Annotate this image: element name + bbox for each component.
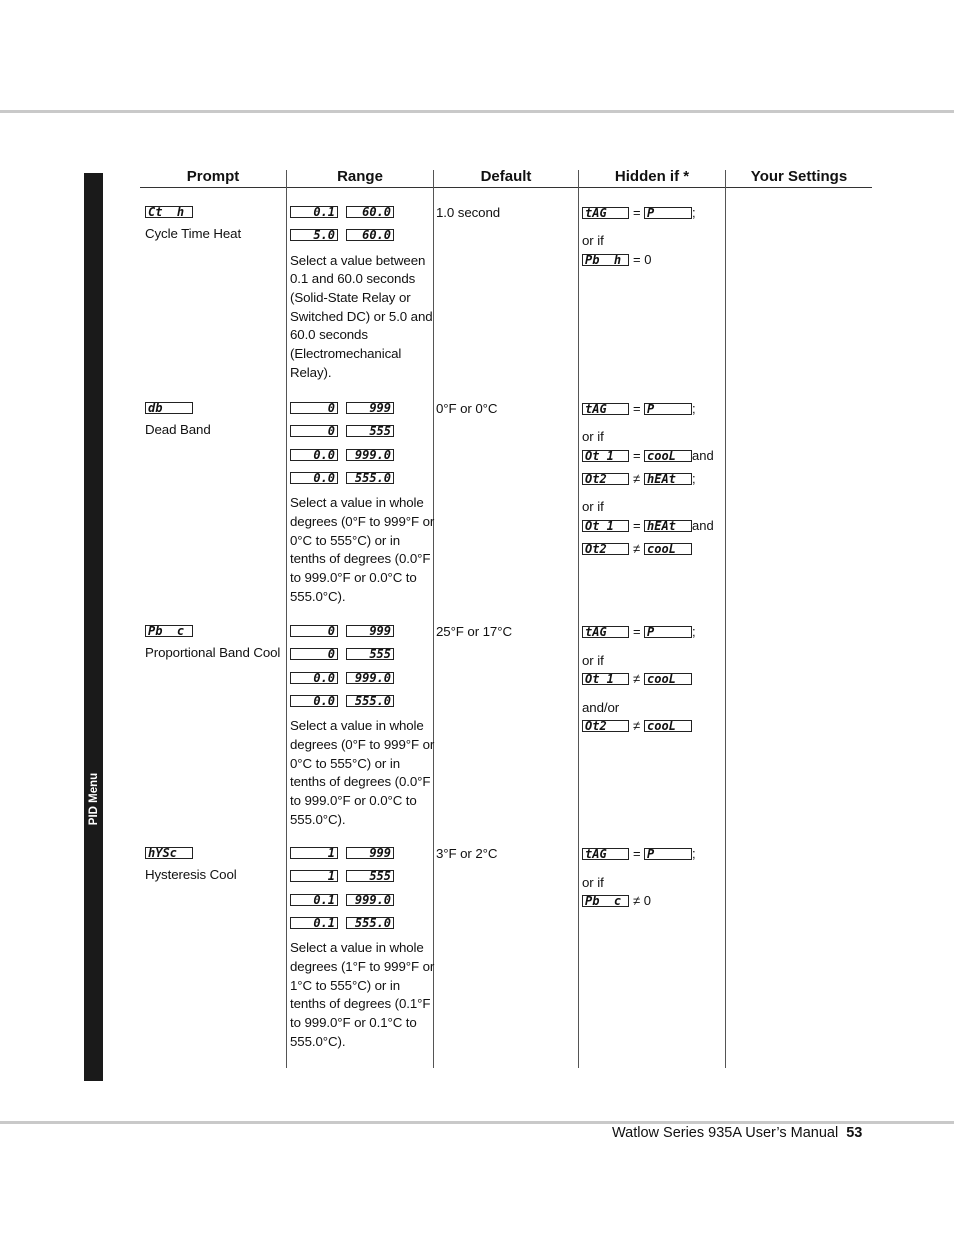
hidden-value-display: cooL (644, 673, 692, 685)
hidden-operator: = 0 (633, 251, 652, 267)
hidden-param-display: Pb h (582, 254, 629, 266)
hidden-suffix: ; (692, 846, 696, 861)
hidden-param-display: tAG (582, 403, 629, 415)
range-description: to 999.0°F or 0.1°C to (290, 1015, 417, 1030)
range-description: degrees (1°F to 999°F or (290, 958, 435, 974)
hidden-suffix: and (692, 517, 714, 533)
hidden-param-display: Ot2 (582, 720, 629, 732)
range-max-display: 555 (346, 425, 394, 437)
range-description: 555.0°C). (290, 588, 346, 604)
range-min-display: 0 (290, 648, 338, 660)
range-description: Select a value in whole (290, 495, 424, 511)
range-max-display: 999.0 (346, 672, 394, 684)
hidden-operator: = (633, 846, 641, 861)
column-divider (286, 170, 287, 1068)
hidden-suffix: ; (692, 401, 696, 416)
hidden-param-display: Ot 1 (582, 673, 629, 685)
prompt-display: Pb c (145, 625, 193, 637)
hidden-connector: or if (582, 233, 604, 249)
hidden-value-display: cooL (644, 543, 692, 555)
range-max-display: 555.0 (346, 472, 394, 484)
hidden-param-display: tAG (582, 626, 629, 638)
hidden-param-display: Ot 1 (582, 450, 629, 462)
column-divider (578, 170, 579, 1068)
hidden-operator: ≠ (633, 718, 641, 733)
column-divider (433, 170, 434, 1068)
column-divider (725, 170, 726, 1068)
range-description: Relay). (290, 364, 332, 380)
hidden-operator: = (633, 624, 641, 639)
hidden-connector: and/or (582, 699, 620, 715)
hidden-operator: ≠ 0 (633, 893, 651, 908)
hidden-param-display: tAG (582, 848, 629, 860)
range-max-display: 999 (346, 402, 394, 414)
range-min-display: 1 (290, 870, 338, 882)
range-description: tenths of degrees (0.0°F (290, 774, 431, 790)
range-description: (Solid-State Relay or (290, 290, 411, 305)
hidden-value-display: hEAt (644, 473, 692, 485)
manual-title: Watlow Series 935A User’s Manual (612, 1125, 839, 1141)
hidden-value-display: cooL (644, 450, 692, 462)
prompt-display: hYSc (145, 847, 193, 859)
range-min-display: 5.0 (290, 229, 338, 241)
range-max-display: 555.0 (346, 917, 394, 929)
hidden-suffix: ; (692, 205, 696, 220)
prompt-name: Proportional Band Cool (145, 645, 281, 660)
range-description: Select a value between (290, 252, 426, 268)
hidden-value-display: P (644, 207, 692, 219)
range-min-display: 0 (290, 402, 338, 414)
range-min-display: 0 (290, 425, 338, 437)
range-description: Select a value in whole (290, 940, 424, 956)
range-max-display: 999.0 (346, 894, 394, 906)
default-value: 1.0 second (436, 205, 501, 220)
range-description: 1°C to 555°C) or in (290, 977, 400, 993)
range-description: 555.0°C). (290, 811, 346, 827)
hidden-operator: = (633, 401, 641, 416)
bottom-rule (0, 1121, 954, 1124)
hidden-param-display: Ot 1 (582, 520, 629, 532)
range-description: degrees (0°F to 999°F or (290, 736, 435, 752)
range-description: 0.1 and 60.0 seconds (290, 271, 416, 287)
range-max-display: 60.0 (346, 229, 394, 241)
range-min-display: 0.0 (290, 672, 338, 684)
range-max-display: 999 (346, 625, 394, 637)
hidden-param-display: Ot2 (582, 473, 629, 485)
hidden-suffix: ; (692, 624, 696, 639)
column-header-default: Default (480, 168, 532, 185)
hidden-operator: ≠ (633, 470, 641, 486)
page-number: 53 (846, 1125, 863, 1141)
range-max-display: 555 (346, 648, 394, 660)
range-max-display: 555 (346, 870, 394, 882)
column-header-range: Range (337, 168, 383, 185)
prompt-display: Ct h (145, 206, 193, 218)
range-description: (Electromechanical (290, 346, 402, 362)
hidden-value-display: P (644, 403, 692, 415)
range-min-display: 1 (290, 847, 338, 859)
section-tab (84, 173, 103, 1081)
top-rule (0, 110, 954, 113)
range-max-display: 999.0 (346, 449, 394, 461)
range-description: 60.0 seconds (290, 327, 368, 343)
hidden-operator: = (633, 205, 641, 220)
hidden-value-display: P (644, 848, 692, 860)
range-description: to 999.0°F or 0.0°C to (290, 570, 417, 585)
default-value: 3°F or 2°C (436, 846, 498, 861)
range-description: 555.0°C). (290, 1033, 346, 1049)
header-rule (140, 187, 872, 188)
prompt-name: Dead Band (145, 422, 211, 437)
range-max-display: 60.0 (346, 206, 394, 218)
section-tab-label: PID Menu (87, 772, 100, 826)
column-header-hidden-if: Hidden if * (614, 168, 690, 185)
hidden-param-display: Pb c (582, 895, 629, 907)
range-description: Select a value in whole (290, 718, 424, 734)
range-min-display: 0.1 (290, 917, 338, 929)
prompt-name: Hysteresis Cool (145, 867, 237, 882)
range-max-display: 999 (346, 847, 394, 859)
hidden-value-display: hEAt (644, 520, 692, 532)
hidden-value-display: cooL (644, 720, 692, 732)
hidden-operator: = (633, 517, 641, 533)
prompt-name: Cycle Time Heat (145, 226, 242, 241)
range-description: tenths of degrees (0.1°F (290, 996, 431, 1012)
hidden-connector: or if (582, 499, 604, 515)
range-description: Switched DC) or 5.0 and (290, 308, 433, 324)
default-value: 0°F or 0°C (436, 401, 498, 416)
page-footer (612, 1125, 862, 1141)
range-description: degrees (0°F to 999°F or (290, 513, 435, 529)
range-min-display: 0 (290, 625, 338, 637)
hidden-param-display: tAG (582, 207, 629, 219)
range-min-display: 0.0 (290, 472, 338, 484)
hidden-suffix: ; (692, 470, 696, 486)
range-description: 0°C to 555°C) or in (290, 532, 400, 548)
range-description: to 999.0°F or 0.0°C to (290, 793, 417, 808)
range-min-display: 0.0 (290, 449, 338, 461)
default-value: 25°F or 17°C (436, 624, 512, 639)
hidden-param-display: Ot2 (582, 543, 629, 555)
hidden-operator: ≠ (633, 671, 641, 686)
hidden-connector: or if (582, 429, 604, 445)
hidden-connector: or if (582, 874, 604, 890)
hidden-operator: = (633, 447, 641, 463)
hidden-suffix: and (692, 447, 714, 463)
range-description: 0°C to 555°C) or in (290, 755, 400, 771)
range-min-display: 0.0 (290, 695, 338, 707)
hidden-operator: ≠ (633, 540, 641, 556)
prompt-display: db (145, 402, 193, 414)
hidden-value-display: P (644, 626, 692, 638)
range-min-display: 0.1 (290, 894, 338, 906)
hidden-connector: or if (582, 652, 604, 668)
column-header-your-settings: Your Settings (750, 168, 848, 185)
range-min-display: 0.1 (290, 206, 338, 218)
range-max-display: 555.0 (346, 695, 394, 707)
column-header-prompt: Prompt (186, 168, 240, 185)
range-description: tenths of degrees (0.0°F (290, 551, 431, 567)
